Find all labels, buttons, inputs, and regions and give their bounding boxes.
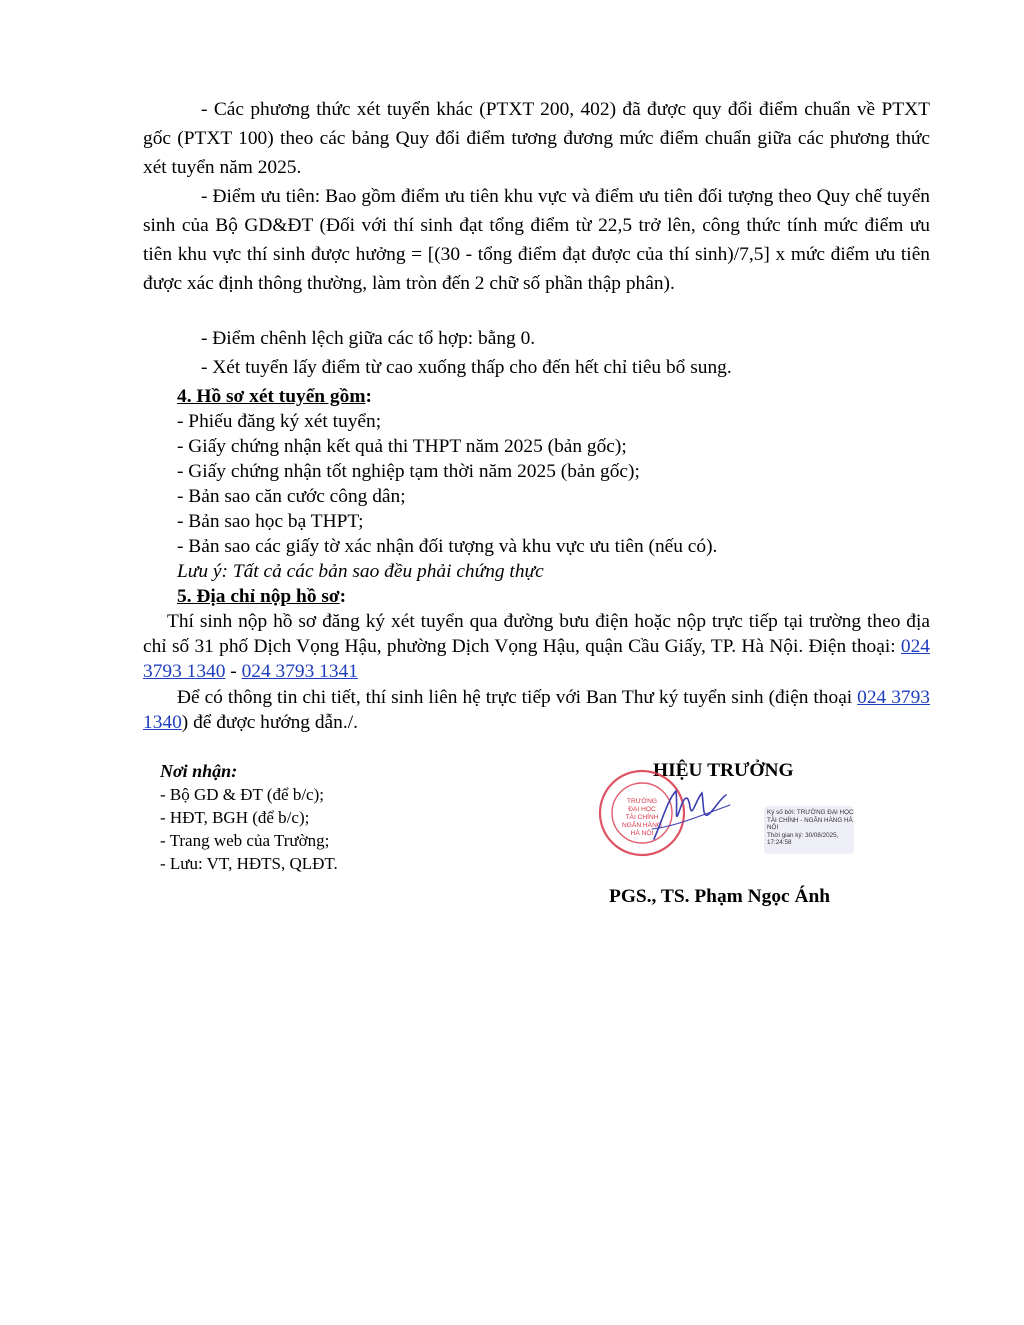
doc-item-4: - Bản sao căn cước công dân; (177, 486, 406, 507)
phone-link-2[interactable]: 024 3793 1341 (241, 661, 358, 682)
official-stamp (592, 769, 738, 857)
sig-line-5: 17:24:58 (767, 839, 792, 847)
stamp-text-3: TÀI CHÍNH (625, 814, 659, 821)
signer-name: PGS., TS. Phạm Ngọc Ánh (609, 886, 831, 907)
ptxt-paragraph: - Các phương thức xét tuyển khác (PTXT 200, 402) đã được quy đổi điểm chuẩn về PTXT gốc (PTXT 100) theo các bảng Quy đổi điểm tương đương mức điểm chuẩn giữa các phương thức xét tuyển năm 2025. (143, 99, 930, 178)
section5-heading: 5. Địa chỉ nộp hồ sơ: (177, 586, 347, 607)
digital-signature-info (767, 809, 854, 847)
stamp-text-2: ĐẠI HỌC (628, 806, 656, 813)
stamp-text-1: TRƯỜNG (627, 798, 657, 805)
ranking-rule-line: - Xét tuyển lấy điểm từ cao xuống thấp cho đến hết chỉ tiêu bổ sung. (201, 357, 732, 378)
recipient-item-4: - Lưu: VT, HĐTS, QLĐT. (160, 854, 338, 873)
doc-item-5: - Bản sao học bạ THPT; (177, 511, 364, 532)
priority-points-paragraph: - Điểm ưu tiên: Bao gồm điểm ưu tiên khu vực và điểm ưu tiên đối tượng theo Quy chế tuyển sinh của Bộ GD&ĐT (Đối với thí sinh đạt tổng điểm từ 22,5 trở lên, công thức tính mức điểm ưu tiên khu vực thí sinh được hưởng = [(30 - tổng điểm đạt được của thí sinh)/7,5] x mức điểm ưu tiên được xác định thông thường, làm tròn đến 2 chữ số phần thập phân). (143, 186, 930, 294)
section4-heading: 4. Hồ sơ xét tuyển gồm: (177, 386, 372, 407)
phone-link-3[interactable]: 024 3793 1340 (143, 687, 930, 733)
signer-role: HIỆU TRƯỞNG (653, 760, 794, 781)
phone-link-1[interactable]: 024 3793 1340 (143, 636, 930, 682)
doc-item-2: - Giấy chứng nhận kết quả thi THPT năm 2025 (bản gốc); (177, 436, 627, 457)
recipient-item-3: - Trang web của Trường; (160, 831, 330, 850)
stamp-text-4: NGÂN HÀNG (622, 822, 662, 829)
recipient-item-2: - HĐT, BGH (để b/c); (160, 808, 310, 827)
stamp-seal (600, 771, 684, 855)
combination-diff-line: - Điểm chênh lệch giữa các tổ hợp: bằng 0. (201, 328, 536, 349)
recipient-item-1: - Bộ GD & ĐT (để b/c); (160, 785, 324, 804)
doc-item-1: - Phiếu đăng ký xét tuyển; (177, 411, 382, 432)
stamp-text-5: HÀ NỘI (630, 830, 654, 837)
doc-item-3: - Giấy chứng nhận tốt nghiệp tạm thời năm 2025 (bản gốc); (177, 461, 640, 482)
recipients-title: Nơi nhận: (160, 761, 238, 781)
certification-note: Lưu ý: Tất cả các bản sao đều phải chứng thực (177, 561, 544, 582)
contact-paragraph: Để có thông tin chi tiết, thí sinh liên hệ trực tiếp với Ban Thư ký tuyển sinh (điện thoại 024 3793 1340) để được hướng dẫn./. (143, 687, 930, 733)
sig-line-4: Thời gian ký: 30/08/2025, (767, 831, 839, 839)
address-paragraph: Thí sinh nộp hồ sơ đăng ký xét tuyển qua đường bưu điện hoặc nộp trực tiếp tại trường theo địa chỉ số 31 phố Dịch Vọng Hậu, phường Dịch Vọng Hậu, quận Cầu Giấy, TP. Hà Nội. Điện thoại: 024 3793 1340 - 024 3793 1341 (143, 611, 930, 682)
sig-line-2: TÀI CHÍNH - NGÂN HÀNG HÀ (767, 816, 853, 824)
sig-line-1: Ký số bởi: TRƯỜNG ĐẠI HỌC (767, 809, 854, 816)
doc-item-6: - Bản sao các giấy tờ xác nhận đối tượng và khu vực ưu tiên (nếu có). (177, 536, 718, 557)
sig-line-3: NỘI (767, 824, 779, 832)
